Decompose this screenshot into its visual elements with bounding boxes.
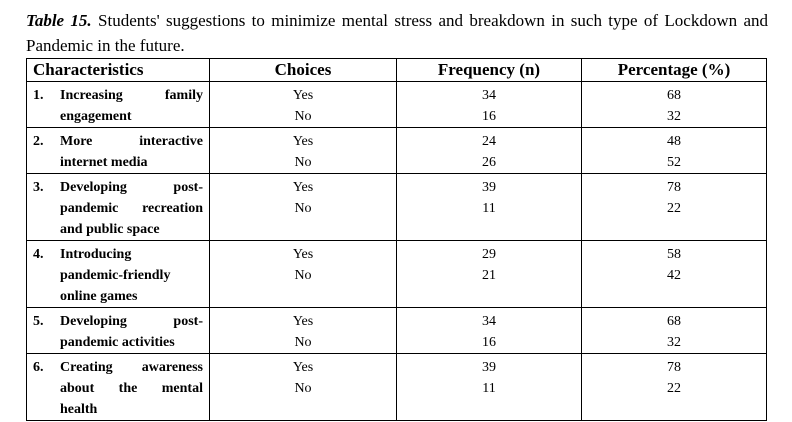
characteristic-text xyxy=(60,131,203,173)
characteristic-line: More interactive xyxy=(60,134,203,149)
frequency-cell xyxy=(397,82,582,128)
table-row xyxy=(27,241,767,308)
characteristic-number: 4. xyxy=(33,247,44,262)
choice-cell xyxy=(210,308,397,354)
header-percentage: Percentage (%) xyxy=(582,59,767,82)
frequency-value: 16 xyxy=(482,109,496,124)
percentage-cell xyxy=(582,241,767,308)
choice-value: No xyxy=(294,335,312,350)
characteristic-cell xyxy=(27,82,210,128)
percentage-cell xyxy=(582,82,767,128)
choice-value: No xyxy=(294,109,312,124)
choice-value: No xyxy=(294,268,312,283)
percentage-value: 68 xyxy=(667,88,681,103)
choice-cell xyxy=(210,128,397,174)
frequency-value: 26 xyxy=(482,155,496,170)
choice-value: Yes xyxy=(292,180,314,195)
choice-value: Yes xyxy=(292,247,314,262)
percentage-value: 78 xyxy=(667,180,681,195)
frequency-cell xyxy=(397,174,582,241)
characteristic-line: health xyxy=(60,402,98,417)
choice-value: Yes xyxy=(292,314,314,329)
table-row xyxy=(27,308,767,354)
characteristic-text xyxy=(60,85,203,127)
characteristic-cell xyxy=(27,128,210,174)
choice-value: No xyxy=(294,381,312,396)
frequency-value: 29 xyxy=(482,247,496,262)
choice-value: Yes xyxy=(292,134,314,149)
characteristic-line: pandemic activities xyxy=(60,335,175,350)
header-frequency: Frequency (n) xyxy=(397,59,582,82)
frequency-cell xyxy=(397,241,582,308)
percentage-cell xyxy=(582,128,767,174)
characteristic-line: Increasing family xyxy=(60,88,203,103)
table-row xyxy=(27,354,767,421)
characteristic-line: about the mental xyxy=(60,381,203,396)
table-caption-text: Students' suggestions to minimize mental stress and breakdown in such type of Lockdown and Pandemic in the future. xyxy=(26,11,768,55)
percentage-value: 22 xyxy=(667,381,681,396)
header-choices: Choices xyxy=(210,59,397,82)
table-row xyxy=(27,82,767,128)
frequency-value: 24 xyxy=(482,134,496,149)
characteristic-text xyxy=(60,357,203,420)
characteristic-cell xyxy=(27,308,210,354)
choice-value: Yes xyxy=(292,88,314,103)
frequency-value: 21 xyxy=(482,268,496,283)
percentage-value: 78 xyxy=(667,360,681,375)
table-caption-label: Table 15. xyxy=(26,11,92,30)
percentage-value: 32 xyxy=(667,335,681,350)
characteristic-text xyxy=(60,311,203,353)
table-body xyxy=(27,82,767,421)
header-characteristics: Characteristics xyxy=(27,59,210,82)
choice-cell xyxy=(210,174,397,241)
characteristic-number: 1. xyxy=(33,88,44,103)
characteristic-line: Creating awareness xyxy=(60,360,203,375)
percentage-value: 32 xyxy=(667,109,681,124)
percentage-value: 52 xyxy=(667,155,681,170)
suggestions-table xyxy=(26,58,767,421)
percentage-cell xyxy=(582,308,767,354)
frequency-value: 39 xyxy=(482,180,496,195)
characteristic-cell xyxy=(27,354,210,421)
table-row xyxy=(27,174,767,241)
characteristic-cell xyxy=(27,174,210,241)
characteristic-text xyxy=(60,244,203,307)
percentage-cell xyxy=(582,174,767,241)
characteristic-line: and public space xyxy=(60,222,160,237)
characteristic-cell xyxy=(27,241,210,308)
frequency-value: 11 xyxy=(482,201,496,216)
percentage-value: 22 xyxy=(667,201,681,216)
frequency-cell xyxy=(397,308,582,354)
frequency-value: 39 xyxy=(482,360,496,375)
percentage-value: 48 xyxy=(667,134,681,149)
table-row xyxy=(27,128,767,174)
frequency-value: 34 xyxy=(482,88,496,103)
table-header-row xyxy=(27,59,767,82)
choice-value: Yes xyxy=(292,360,314,375)
characteristic-text xyxy=(60,177,203,240)
percentage-cell xyxy=(582,354,767,421)
characteristic-number: 2. xyxy=(33,134,44,149)
characteristic-number: 6. xyxy=(33,360,44,375)
percentage-value: 58 xyxy=(667,247,681,262)
percentage-value: 68 xyxy=(667,314,681,329)
frequency-cell xyxy=(397,354,582,421)
choice-cell xyxy=(210,82,397,128)
characteristic-line: online games xyxy=(60,289,138,304)
percentage-value: 42 xyxy=(667,268,681,283)
frequency-value: 34 xyxy=(482,314,496,329)
characteristic-line: engagement xyxy=(60,109,132,124)
characteristic-line: Developing post- xyxy=(60,314,203,329)
table-caption xyxy=(26,8,768,58)
characteristic-number: 3. xyxy=(33,180,44,195)
characteristic-line: Developing post- xyxy=(60,180,203,195)
characteristic-number: 5. xyxy=(33,314,44,329)
choice-value: No xyxy=(294,155,312,170)
characteristic-line: internet media xyxy=(60,155,148,170)
frequency-value: 11 xyxy=(482,381,496,396)
characteristic-line: pandemic recreation xyxy=(60,201,203,216)
choice-cell xyxy=(210,354,397,421)
characteristic-line: Introducing xyxy=(60,247,132,262)
frequency-value: 16 xyxy=(482,335,496,350)
frequency-cell xyxy=(397,128,582,174)
choice-cell xyxy=(210,241,397,308)
choice-value: No xyxy=(294,201,312,216)
characteristic-line: pandemic-friendly xyxy=(60,268,171,283)
